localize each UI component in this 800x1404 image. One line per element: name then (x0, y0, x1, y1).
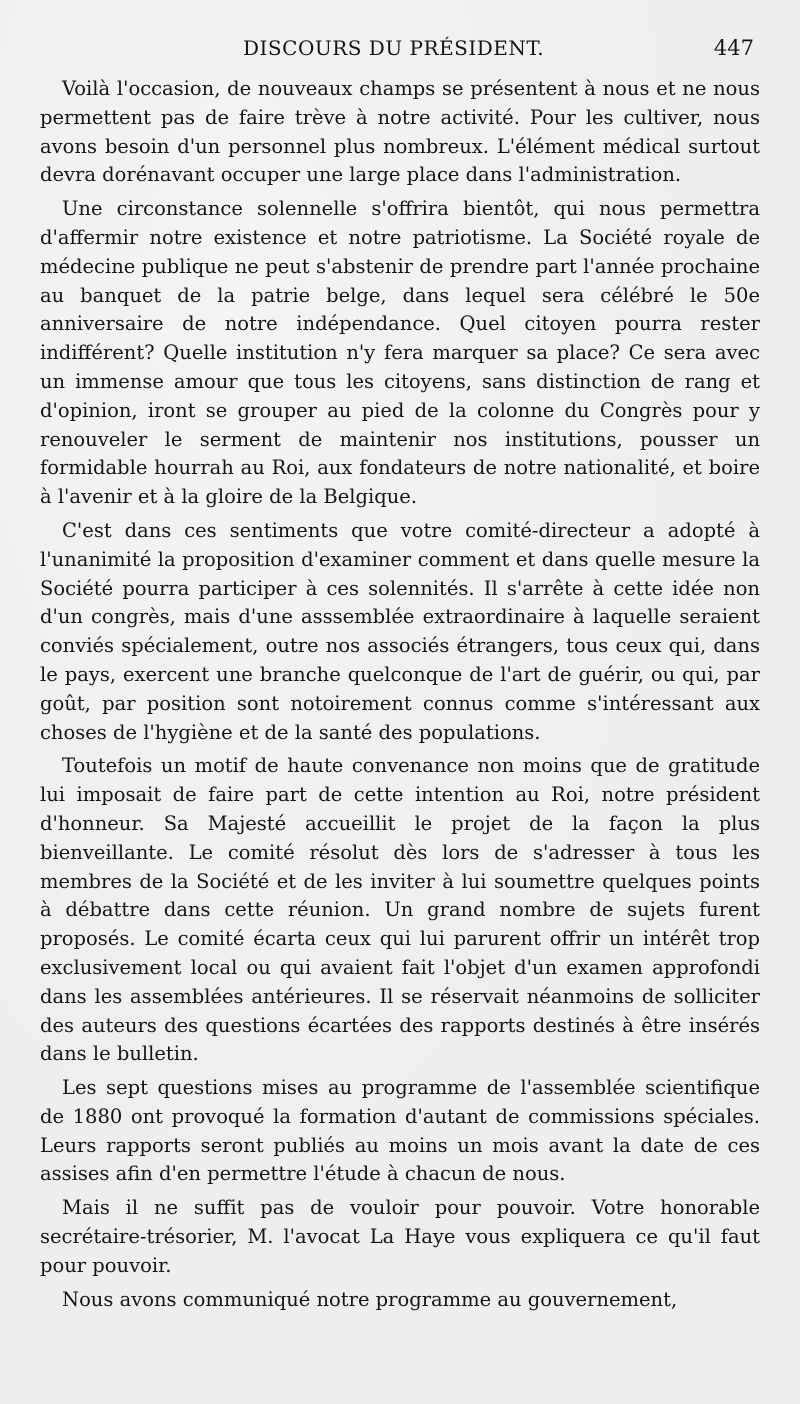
running-title: DISCOURS DU PRÉSIDENT. (243, 36, 545, 60)
page-number: 447 (713, 36, 754, 60)
paragraph-5: Les sept questions mises au programme de l'assemblée scientifique de 1880 ont provoqué la formation d'autant de commissions spéciales. Leurs rapports seront publiés au moins un mois avant la date de ces assises afin d'en permettre l'étude à chacun de nous. (40, 1076, 760, 1186)
page-header (40, 36, 760, 64)
paragraph-2: Une circonstance solennelle s'offrira bientôt, qui nous permettra d'affermir notre existence et notre patriotisme. La Société royale de médecine publique ne peut s'abstenir de prendre part l'année prochaine au banquet de la patrie belge, dans lequel sera célébré le 50e anniversaire de notre indépendance. Quel citoyen pourra rester indifférent? Quelle institution n'y fera marquer sa place? Ce sera avec un immense amour que tous les citoyens, sans distinction de rang et d'opinion, iront se grouper au pied de la colonne du Congrès pour y renouveler le serment de maintenir nos institutions, pousser un formidable hourrah au Roi, aux fondateurs de notre nationalité, et boire à l'avenir et à la gloire de la Belgique. (40, 197, 760, 509)
paragraph-3: C'est dans ces sentiments que votre comité-directeur a adopté à l'unanimité la proposition d'examiner comment et dans quelle mesure la Société pourra participer à ces solennités. Il s'arrête à cette idée non d'un congrès, mais d'une asssemblée extraordinaire à laquelle seraient conviés spécialement, outre nos associés étrangers, tous ceux qui, dans le pays, exercent une branche quelconque de l'art de guérir, ou qui, par goût, par position sont notoirement connus comme s'intéressant aux choses de l'hygiène et de la santé des populations. (40, 518, 760, 744)
paragraph-6: Mais il ne suffit pas de vouloir pour pouvoir. Votre honorable secrétaire-trésorier, M. l'avocat La Haye vous expliquera ce qu'il faut pour pouvoir. (40, 1196, 760, 1277)
paragraph-7: Nous avons communiqué notre programme au gouvernement, (62, 1287, 678, 1311)
paragraph-4: Toutefois un motif de haute convenance non moins que de gratitude lui imposait de faire part de cette intention au Roi, notre président d'honneur. Sa Majesté accueillit le projet de la façon la plus bienveillante. Le comité résolut dès lors de s'adresser à tous les membres de la Société et de les inviter à lui soumettre quelques points à débattre dans cette réunion. Un grand nombre de sujets furent proposés. Le comité écarta ceux qui lui parurent offrir un intérêt trop exclusivement local ou qui avaient fait l'objet d'un examen approfondi dans les assemblées antérieures. Il se réservait néanmoins de solliciter des auteurs des questions écartées des rapports destinés à être insérés dans le bulletin. (40, 754, 760, 1066)
paragraph-1: Voilà l'occasion, de nouveaux champs se présentent à nous et ne nous permettent pas de faire trève à notre activité. Pour les cultiver, nous avons besoin d'un personnel plus nombreux. L'élément médical surtout devra dorénavant occuper une large place dans l'administration. (40, 77, 760, 187)
page-body (40, 75, 760, 1319)
